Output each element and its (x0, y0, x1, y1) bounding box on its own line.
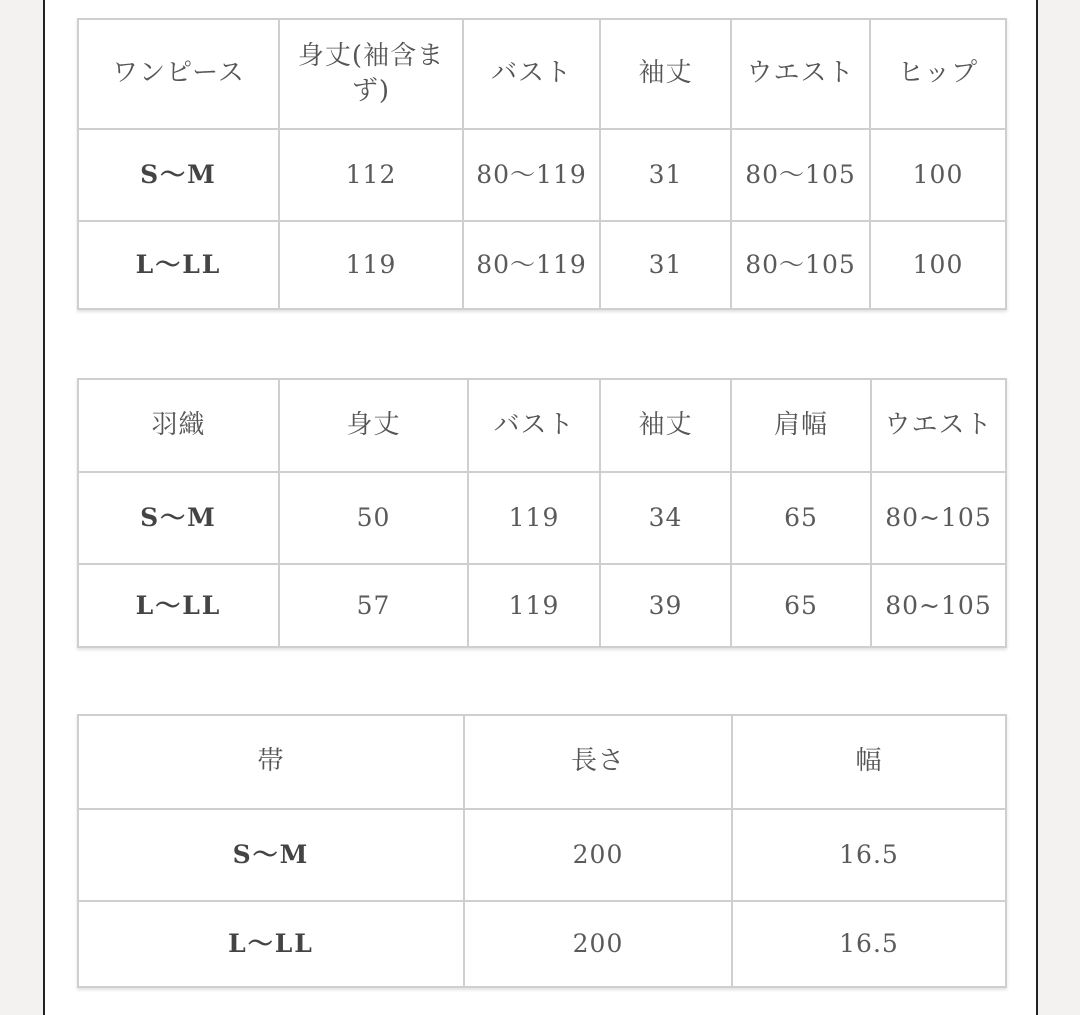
header-cell: 帯 (78, 715, 464, 809)
header-cell: ヒップ (870, 19, 1006, 129)
table-row (78, 221, 1006, 309)
table-cell: 112 (279, 129, 463, 221)
header-cell: 羽織 (78, 379, 279, 472)
table-row (78, 809, 1006, 901)
header-cell: 長さ (464, 715, 732, 809)
table-cell: 31 (600, 221, 731, 309)
table-header-row (78, 715, 1006, 809)
table-cell: 57 (279, 564, 468, 647)
table-cell: 80〜105 (731, 129, 870, 221)
header-cell: 肩幅 (731, 379, 871, 472)
dress-size-table (77, 18, 1007, 310)
table-cell: 119 (279, 221, 463, 309)
table-cell: 65 (731, 472, 871, 564)
table-cell: 50 (279, 472, 468, 564)
table-row (78, 129, 1006, 221)
header-cell: 袖丈 (600, 379, 731, 472)
haori-size-table (77, 378, 1007, 648)
table-header-row (78, 379, 1006, 472)
header-cell: バスト (468, 379, 600, 472)
table-cell: 100 (870, 129, 1006, 221)
table-cell: 34 (600, 472, 731, 564)
size-label: S〜M (78, 809, 464, 901)
table-cell: 16.5 (732, 809, 1006, 901)
table-cell: 119 (468, 564, 600, 647)
header-cell: 幅 (732, 715, 1006, 809)
table-cell: 200 (464, 809, 732, 901)
header-cell: 身丈 (279, 379, 468, 472)
size-label: L〜LL (78, 901, 464, 987)
table-cell: 119 (468, 472, 600, 564)
table-cell: 65 (731, 564, 871, 647)
table-row (78, 472, 1006, 564)
size-label: S〜M (78, 129, 279, 221)
table-cell: 80〜119 (463, 129, 600, 221)
table-cell: 80〜105 (731, 221, 870, 309)
table-cell: 80〜119 (463, 221, 600, 309)
table-cell: 100 (870, 221, 1006, 309)
page-content (43, 0, 1038, 1015)
header-cell: バスト (463, 19, 600, 129)
table-cell: 16.5 (732, 901, 1006, 987)
table-cell: 39 (600, 564, 731, 647)
size-label: L〜LL (78, 564, 279, 647)
table-row (78, 564, 1006, 647)
header-cell: ウエスト (731, 19, 870, 129)
table-cell: 80~105 (871, 472, 1006, 564)
size-label: L〜LL (78, 221, 279, 309)
table-cell: 200 (464, 901, 732, 987)
header-cell: 袖丈 (600, 19, 731, 129)
size-label: S〜M (78, 472, 279, 564)
header-cell: ウエスト (871, 379, 1006, 472)
obi-size-table (77, 714, 1007, 988)
header-cell: 身丈(袖含まず) (279, 19, 463, 129)
header-cell: ワンピース (78, 19, 279, 129)
table-cell: 31 (600, 129, 731, 221)
table-header-row (78, 19, 1006, 129)
table-row (78, 901, 1006, 987)
table-cell: 80~105 (871, 564, 1006, 647)
